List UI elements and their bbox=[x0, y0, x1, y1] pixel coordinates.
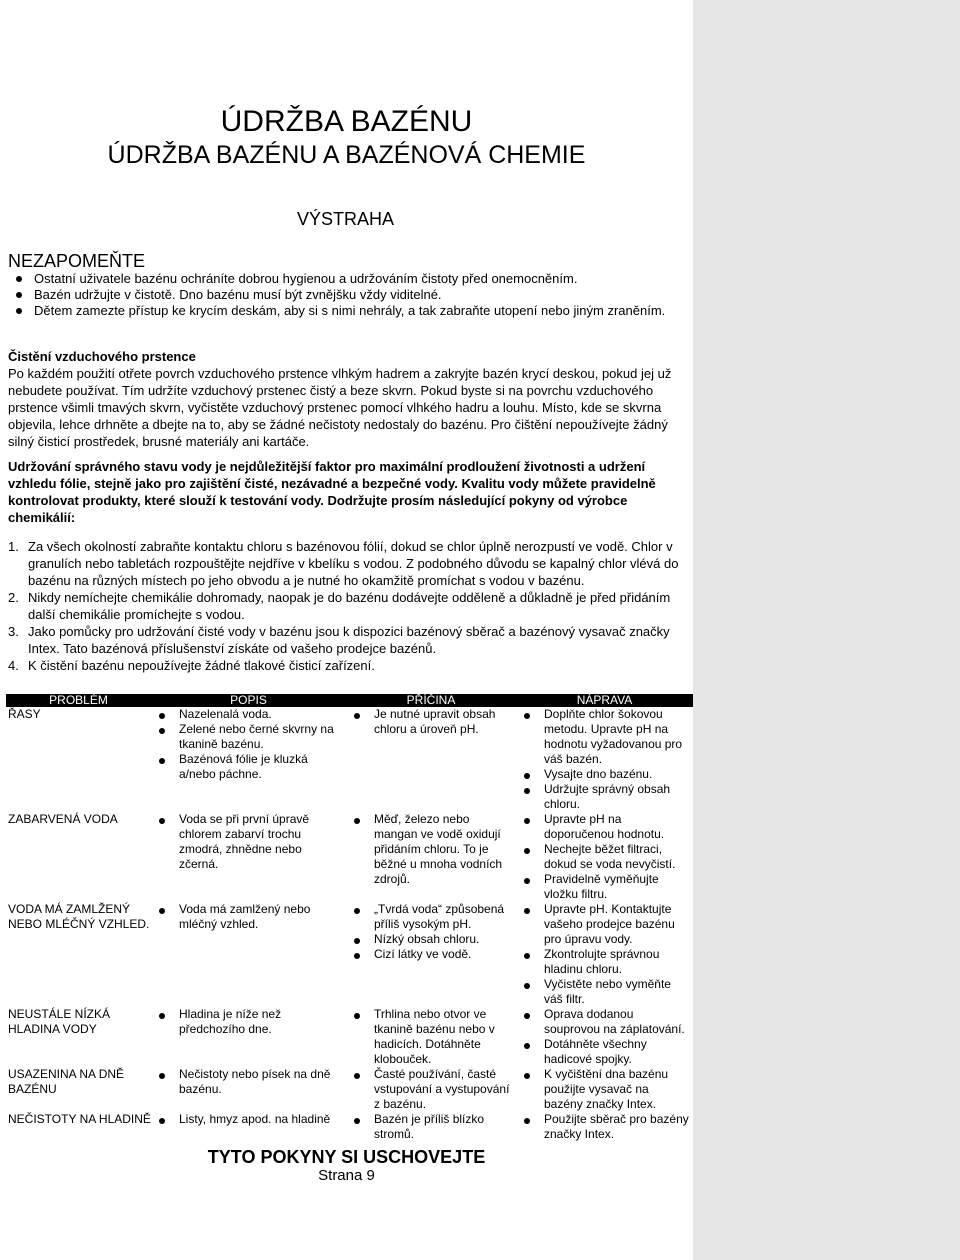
item-text: Jako pomůcky pro udržování čisté vody v bazénu jsou k dispozici bazénový sběrač a bazénový vysavač značky Intex. Tato bazénová příslušenství získáte od vašeho prodejce bazénů. bbox=[28, 624, 670, 656]
list-item: Bazénová fólie je kluzká a/nebo páchne. bbox=[151, 752, 346, 782]
list-item: Doplňte chlor šokovou metodu. Upravte pH na hodnotu vyžadovanou pro váš bazén. bbox=[516, 707, 693, 767]
list-item: Upravte pH. Kontaktujte vašeho prodejce bazénu pro úpravu vody. bbox=[516, 902, 693, 947]
header-remedy: NÁPRAVA bbox=[516, 694, 693, 707]
list-item bbox=[8, 657, 688, 674]
list-item: Udržujte správný obsah chloru. bbox=[516, 782, 693, 812]
cause-cell bbox=[346, 1067, 516, 1112]
remedy-cell bbox=[516, 1112, 693, 1144]
list-item: Trhlina nebo otvor ve tkanině bazénu nebo v hadicích. Dotáhněte klobouček. bbox=[346, 1007, 516, 1067]
list-item: Je nutné upravit obsah chloru a úroveň pH. bbox=[346, 707, 516, 737]
page-subtitle: ÚDRŽBA BAZÉNU A BAZÉNOVÁ CHEMIE bbox=[107, 141, 586, 169]
list-item: Nečistoty nebo písek na dně bazénu. bbox=[151, 1067, 346, 1097]
warning-heading: VÝSTRAHA bbox=[297, 209, 395, 229]
list-item bbox=[8, 623, 688, 657]
remedy-cell bbox=[516, 812, 693, 902]
instructions-list bbox=[8, 538, 688, 674]
list-item: Dotáhněte všechny hadicové spojky. bbox=[516, 1037, 693, 1067]
list-item: Nízký obsah chloru. bbox=[346, 932, 516, 947]
list-item: Voda má zamlžený nebo mléčný vzhled. bbox=[151, 902, 346, 932]
list-item: Měď, železo nebo mangan ve vodě oxidují přidáním chloru. To je běžné u mnoha vodních zdrojů. bbox=[346, 812, 516, 887]
list-item: Zelené nebo černé skvrny na tkanině bazénu. bbox=[151, 722, 346, 752]
remember-list bbox=[8, 271, 678, 319]
description-cell bbox=[151, 902, 346, 1007]
table-header-row bbox=[6, 694, 693, 707]
list-item: Použijte sběrač pro bazény značky Intex. bbox=[516, 1112, 693, 1142]
remedy-cell bbox=[516, 707, 693, 812]
list-item: Časté používání, časté vstupování a vystupování z bazénu. bbox=[346, 1067, 516, 1112]
description-cell bbox=[151, 707, 346, 812]
header-problem: PROBLÉM bbox=[6, 694, 151, 707]
remedy-cell bbox=[516, 902, 693, 1007]
list-item: Bazén je příliš blízko stromů. bbox=[346, 1112, 516, 1142]
table-row bbox=[6, 1007, 693, 1067]
list-item bbox=[8, 589, 688, 623]
troubleshooting-table bbox=[6, 694, 693, 1144]
margin-sidebar bbox=[693, 0, 960, 1260]
problem-cell: USAZENINA NA DNĚ BAZÉNU bbox=[8, 1067, 125, 1096]
list-item: Upravte pH na doporučenou hodnotu. bbox=[516, 812, 693, 842]
list-item bbox=[8, 538, 688, 589]
list-item: Pravidelně vyměňujte vložku filtru. bbox=[516, 872, 693, 902]
list-item: Ostatní uživatele bazénu ochráníte dobrou hygienou a udržováním čistoty před onemocněním. bbox=[8, 271, 678, 287]
header-cause: PŘÍČINA bbox=[346, 694, 516, 707]
list-item: Cizí látky ve vodě. bbox=[346, 947, 516, 962]
list-item: Nechejte běžet filtraci, dokud se voda nevyčistí. bbox=[516, 842, 693, 872]
description-cell bbox=[151, 1007, 346, 1067]
remedy-cell bbox=[516, 1067, 693, 1112]
description-cell bbox=[151, 812, 346, 902]
problem-cell: NEUSTÁLE NÍZKÁ HLADINA VODY bbox=[8, 1007, 111, 1036]
list-item: Vysajte dno bazénu. bbox=[516, 767, 693, 782]
list-item: Oprava dodanou souprovou na záplatování. bbox=[516, 1007, 693, 1037]
list-item: Voda se při první úpravě chlorem zabarví trochu zmodrá, zhnědne nebo zčerná. bbox=[151, 812, 346, 872]
cause-cell bbox=[346, 902, 516, 1007]
item-text: K čistění bazénu nepoužívejte žádné tlakové čisticí zařízení. bbox=[28, 658, 375, 673]
page-title: ÚDRŽBA BAZÉNU bbox=[220, 105, 473, 138]
header-description: POPIS bbox=[151, 694, 346, 707]
cause-cell bbox=[346, 707, 516, 812]
description-cell bbox=[151, 1067, 346, 1112]
table-row bbox=[6, 902, 693, 1007]
problem-cell: ŘASY bbox=[8, 707, 41, 721]
list-item: K vyčištění dna bazénu použijte vysavač na bazény značky Intex. bbox=[516, 1067, 693, 1112]
problem-cell: ZABARVENÁ VODA bbox=[8, 812, 118, 826]
cleaning-text: Po každém použití otřete povrch vzduchového prstence vlhkým hadrem a zakryjte bazén krycí deskou, pokud jej už nebudete používat. Tím udržíte vzduchový prstenec čistý a beze skvrn. Pokud byste si na povrchu vzduchového prstence všimli tmavých skvrn, vyčistěte vzduchový prstenec pomocí vlhkého hadru a louhu. Místo, kde se skvrna objevila, lehce drhněte a dbejte na to, aby se žádné nečistoty nedostaly do bazénu. Pro čištění nepoužívejte žádný silný čisticí prostředek, brusné materiály ani kartáče. bbox=[8, 366, 672, 449]
list-item: Bazén udržujte v čistotě. Dno bazénu musí být zvnějšku vždy viditelné. bbox=[8, 287, 678, 303]
table-row bbox=[6, 1067, 693, 1112]
water-quality-paragraph: Udržování správného stavu vody je nejdůležitější faktor pro maximální prodloužení životnosti a udržení vzhledu fólie, stejně jako pro zajištění čisté, nezávadné a bezpečné vody. Kvalitu vody můžete pravidelně kontrolovat produkty, které slouží k testování vody. Dodržujte prosím následující pokyny od výrobce chemikálií: bbox=[8, 459, 656, 525]
page-number: Strana 9 bbox=[318, 1167, 375, 1184]
list-item: Listy, hmyz apod. na hladině bbox=[151, 1112, 346, 1127]
problem-cell: VODA MÁ ZAMLŽENÝ NEBO MLÉČNÝ VZHLED. bbox=[8, 902, 150, 931]
remedy-cell bbox=[516, 1007, 693, 1067]
list-item: Vyčistěte nebo vyměňte váš filtr. bbox=[516, 977, 693, 1007]
cause-cell bbox=[346, 1007, 516, 1067]
cause-cell bbox=[346, 1112, 516, 1144]
item-number: 2. bbox=[8, 590, 19, 605]
item-number: 4. bbox=[8, 658, 19, 673]
table-row bbox=[6, 707, 693, 812]
cleaning-section bbox=[8, 348, 683, 450]
item-number: 3. bbox=[8, 624, 19, 639]
table-row bbox=[6, 1112, 693, 1144]
list-item: Nazelenalá voda. bbox=[151, 707, 346, 722]
description-cell bbox=[151, 1112, 346, 1144]
item-text: Nikdy nemíchejte chemikálie dohromady, naopak je do bazénu dodávejte odděleně a důkladně je před přidáním další chemikálie promíchejte s vodou. bbox=[28, 590, 671, 622]
footer-title: TYTO POKYNY SI USCHOVEJTE bbox=[207, 1147, 486, 1167]
list-item: Hladina je níže než předchozího dne. bbox=[151, 1007, 346, 1037]
problem-cell: NEČISTOTY NA HLADINĚ bbox=[8, 1112, 151, 1126]
item-text: Za všech okolností zabraňte kontaktu chloru s bazénovou fólií, dokud se chlor úplně nerozpustí ve vodě. Chlor v granulích nebo tabletách rozpouštějte nejdříve v kbelíku s vodou. Z podobného důvodu se kapalný chlor vlévá do bazénu na různých místech po jeho obvodu a je nutné ho okamžitě promíchat s vodou v bazénu. bbox=[28, 539, 679, 588]
list-item: Dětem zamezte přístup ke krycím deskám, aby si s nimi nehrály, a tak zabraňte utopení nebo jiným zraněním. bbox=[8, 303, 678, 319]
cleaning-title: Čistění vzduchového prstence bbox=[8, 349, 196, 364]
list-item: Zkontrolujte správnou hladinu chloru. bbox=[516, 947, 693, 977]
cause-cell bbox=[346, 812, 516, 902]
item-number: 1. bbox=[8, 539, 19, 554]
list-item: „Tvrdá voda“ způsobená příliš vysokým pH. bbox=[346, 902, 516, 932]
table-row bbox=[6, 812, 693, 902]
remember-heading: NEZAPOMEŇTE bbox=[8, 251, 146, 271]
